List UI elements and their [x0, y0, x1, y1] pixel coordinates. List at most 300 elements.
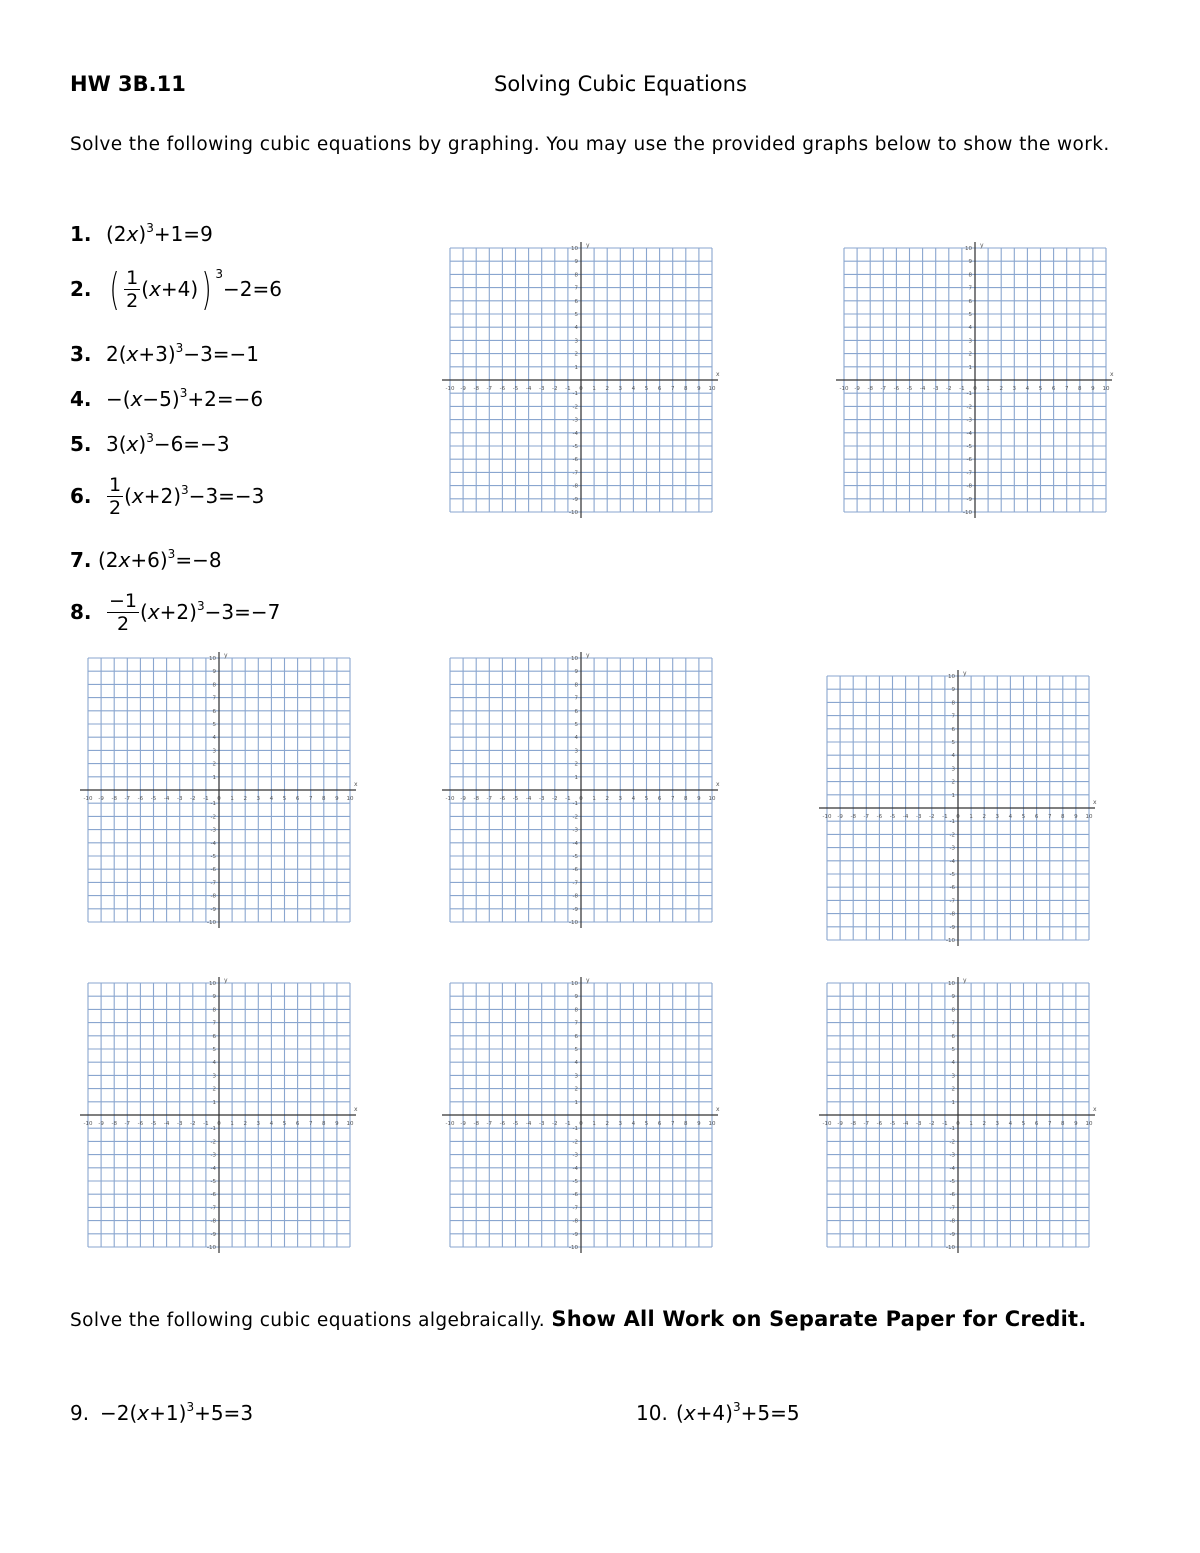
- x-tick-label: -10: [445, 1121, 455, 1127]
- problem-number: 6.: [70, 483, 92, 508]
- y-tick-label: 7: [212, 1020, 216, 1027]
- y-tick-label: -9: [210, 906, 216, 913]
- x-tick-label: -6: [893, 386, 900, 392]
- x-tick-label: 8: [322, 1121, 326, 1127]
- y-tick-label: 10: [571, 981, 578, 987]
- x-tick-label: -2: [929, 1121, 935, 1127]
- x-tick-label: -1: [203, 796, 209, 802]
- x-tick-label: 0: [217, 796, 221, 802]
- x-tick-label: 3: [256, 1121, 261, 1127]
- y-tick-label: 2: [574, 1086, 578, 1093]
- x-axis-label: x: [716, 1106, 720, 1113]
- y-tick-label: 5: [212, 722, 216, 728]
- y-tick-label: 10: [948, 981, 955, 987]
- x-tick-label: 9: [335, 1121, 339, 1127]
- problem-number: 7.: [70, 548, 92, 572]
- y-tick-label: 4: [951, 1060, 955, 1067]
- x-tick-label: 0: [956, 814, 960, 820]
- y-tick-label: 7: [968, 285, 972, 292]
- coordinate-grid-4[interactable]: [440, 650, 730, 930]
- x-axis-label: x: [716, 371, 720, 378]
- x-tick-label: -2: [190, 1121, 196, 1127]
- x-tick-label: 3: [618, 386, 623, 392]
- y-axis-label: y: [963, 977, 967, 984]
- y-tick-label: 7: [574, 695, 578, 702]
- y-tick-label: -10: [207, 920, 216, 926]
- y-tick-label: 9: [968, 259, 972, 266]
- coordinate-grid-8[interactable]: [817, 975, 1107, 1255]
- x-tick-label: 5: [1021, 814, 1026, 820]
- x-tick-label: 9: [697, 386, 701, 392]
- y-tick-label: 4: [212, 1060, 216, 1067]
- x-tick-label: -8: [473, 1121, 479, 1127]
- x-tick-label: 5: [644, 1121, 649, 1127]
- y-tick-label: -8: [949, 1218, 955, 1225]
- y-tick-label: 1: [574, 1099, 578, 1106]
- problem-8: [70, 592, 280, 634]
- y-tick-label: -7: [572, 1205, 578, 1212]
- y-tick-label: 7: [951, 713, 955, 720]
- y-tick-label: -7: [572, 880, 578, 887]
- y-tick-label: -10: [569, 510, 578, 516]
- y-tick-label: -6: [966, 457, 972, 464]
- x-tick-label: -5: [150, 1121, 157, 1127]
- x-tick-label: 4: [269, 1121, 274, 1127]
- y-tick-label: 9: [212, 994, 216, 1001]
- x-tick-label: -5: [906, 386, 913, 392]
- x-tick-label: 6: [1034, 1121, 1039, 1127]
- x-tick-label: 6: [657, 386, 662, 392]
- y-tick-label: 2: [951, 779, 955, 786]
- x-tick-label: 8: [1061, 814, 1065, 820]
- x-axis-label: x: [1093, 799, 1097, 806]
- problem-1: [70, 222, 213, 246]
- x-tick-label: 1: [986, 386, 990, 392]
- y-tick-label: 3: [212, 748, 216, 755]
- y-tick-label: 8: [968, 272, 972, 279]
- x-tick-label: 6: [1051, 386, 1056, 392]
- x-tick-label: -3: [538, 386, 545, 392]
- x-tick-label: 8: [684, 386, 688, 392]
- y-tick-label: -2: [572, 404, 578, 411]
- x-tick-label: 4: [631, 796, 636, 802]
- y-tick-label: -7: [572, 470, 578, 477]
- x-tick-label: 1: [230, 1121, 234, 1127]
- y-tick-label: -3: [210, 1152, 216, 1159]
- x-tick-label: -2: [552, 1121, 558, 1127]
- coordinate-grid-5[interactable]: [817, 668, 1107, 948]
- x-tick-label: -7: [124, 796, 131, 802]
- y-tick-label: -2: [949, 1139, 955, 1146]
- x-tick-label: 9: [697, 796, 701, 802]
- x-tick-label: 0: [579, 796, 583, 802]
- x-tick-label: 5: [282, 796, 287, 802]
- x-tick-label: -3: [538, 1121, 545, 1127]
- y-tick-label: -4: [949, 1165, 955, 1172]
- y-tick-label: 1: [212, 1099, 216, 1106]
- x-tick-label: 2: [605, 386, 609, 392]
- y-tick-label: 1: [212, 774, 216, 781]
- y-tick-label: 1: [951, 792, 955, 799]
- x-tick-label: 8: [1078, 386, 1082, 392]
- y-tick-label: -8: [949, 911, 955, 918]
- y-tick-label: 2: [574, 351, 578, 358]
- equation: $\frac{-1}{2}$ $(x+2)^3-3=-7$: [109, 590, 281, 635]
- coordinate-grid-1[interactable]: [440, 240, 730, 520]
- y-tick-label: 5: [574, 722, 578, 728]
- y-tick-label: 3: [951, 766, 955, 773]
- x-tick-label: -10: [839, 386, 849, 392]
- x-tick-label: -3: [915, 1121, 922, 1127]
- x-tick-label: -5: [512, 1121, 519, 1127]
- problem-5: [70, 432, 230, 456]
- homework-code: HW 3B.11: [70, 72, 186, 96]
- x-tick-label: -6: [137, 1121, 144, 1127]
- x-tick-label: -8: [473, 386, 479, 392]
- y-tick-label: 2: [968, 351, 972, 358]
- x-tick-label: 7: [308, 796, 313, 802]
- x-tick-label: -8: [473, 796, 479, 802]
- y-tick-label: -2: [210, 1139, 216, 1146]
- algebra-instructions: Solve the following cubic equations algebraically. Show All Work on Separate Paper for Credit.: [70, 1307, 1087, 1331]
- y-tick-label: 6: [212, 708, 216, 715]
- y-tick-label: 3: [951, 1073, 955, 1080]
- x-tick-label: 2: [982, 814, 986, 820]
- x-tick-label: 0: [579, 1121, 583, 1127]
- x-tick-label: -4: [525, 386, 532, 392]
- x-tick-label: -8: [867, 386, 873, 392]
- x-tick-label: -7: [880, 386, 887, 392]
- y-tick-label: -3: [966, 417, 972, 424]
- y-tick-label: -1: [572, 1126, 578, 1133]
- y-tick-label: -2: [572, 814, 578, 821]
- equation: $2(x+3)^3-3=-1$: [106, 341, 260, 366]
- problem-number: 9.: [70, 1401, 90, 1425]
- x-tick-label: 1: [230, 796, 234, 802]
- y-axis-label: y: [963, 670, 967, 677]
- y-tick-label: 5: [212, 1047, 216, 1053]
- x-tick-label: -5: [889, 814, 896, 820]
- x-tick-label: 7: [1064, 386, 1069, 392]
- x-tick-label: 10: [346, 1121, 354, 1127]
- x-tick-label: 2: [605, 1121, 609, 1127]
- x-tick-label: -2: [552, 386, 558, 392]
- y-tick-label: 9: [574, 994, 578, 1001]
- y-tick-label: -10: [569, 1245, 578, 1251]
- y-tick-label: 9: [212, 669, 216, 676]
- y-tick-label: -6: [572, 1192, 578, 1199]
- y-tick-label: -5: [210, 854, 216, 860]
- problem-number: 1.: [70, 222, 92, 246]
- x-tick-label: 6: [295, 1121, 300, 1127]
- x-tick-label: 3: [256, 796, 261, 802]
- y-tick-label: -3: [949, 1152, 955, 1159]
- worksheet-title: Solving Cubic Equations: [494, 72, 747, 96]
- y-tick-label: 9: [951, 994, 955, 1001]
- x-tick-label: 9: [1091, 386, 1095, 392]
- y-tick-label: 7: [212, 695, 216, 702]
- y-tick-label: 10: [571, 246, 578, 252]
- x-tick-label: 9: [1074, 1121, 1078, 1127]
- x-tick-label: 2: [243, 796, 247, 802]
- y-tick-label: 6: [212, 1033, 216, 1040]
- x-tick-label: 3: [995, 1121, 1000, 1127]
- problem-number: 3.: [70, 342, 92, 366]
- y-axis-label: y: [224, 977, 228, 984]
- x-tick-label: 10: [346, 796, 354, 802]
- problem-number: 8.: [70, 599, 92, 624]
- y-tick-label: 2: [212, 761, 216, 768]
- x-tick-label: -8: [850, 814, 856, 820]
- x-tick-label: -4: [902, 814, 909, 820]
- y-tick-label: -2: [966, 404, 972, 411]
- x-tick-label: -4: [902, 1121, 909, 1127]
- y-tick-label: -8: [572, 893, 578, 900]
- x-tick-label: 2: [243, 1121, 247, 1127]
- x-tick-label: -2: [190, 796, 196, 802]
- y-tick-label: 8: [574, 272, 578, 279]
- y-tick-label: -9: [572, 496, 578, 503]
- x-tick-label: -1: [203, 1121, 209, 1127]
- coordinate-grid-7[interactable]: [440, 975, 730, 1255]
- x-axis-label: x: [1110, 371, 1114, 378]
- y-tick-label: -5: [572, 1179, 578, 1185]
- graphing-instructions: Solve the following cubic equations by graphing. You may use the provided graphs below to show the work.: [70, 134, 1110, 155]
- x-tick-label: -2: [946, 386, 952, 392]
- y-tick-label: 1: [951, 1099, 955, 1106]
- y-tick-label: -7: [210, 880, 216, 887]
- y-tick-label: -7: [949, 898, 955, 905]
- x-tick-label: 9: [335, 796, 339, 802]
- bold-instruction: Show All Work on Separate Paper for Credit.: [551, 1307, 1087, 1331]
- y-tick-label: 2: [574, 761, 578, 768]
- x-tick-label: 4: [631, 386, 636, 392]
- y-tick-label: 5: [968, 312, 972, 318]
- x-axis-label: x: [716, 781, 720, 788]
- coordinate-grid-3[interactable]: [78, 650, 368, 930]
- y-tick-label: 9: [574, 259, 578, 266]
- y-tick-label: -9: [966, 496, 972, 503]
- x-tick-label: 5: [282, 1121, 287, 1127]
- y-tick-label: 6: [574, 298, 578, 305]
- equation: $-(x-5)^3+2=-6$: [106, 386, 264, 411]
- y-tick-label: -8: [572, 1218, 578, 1225]
- y-tick-label: 4: [574, 325, 578, 332]
- y-tick-label: -9: [572, 1231, 578, 1238]
- y-tick-label: 5: [951, 1047, 955, 1053]
- y-tick-label: 6: [968, 298, 972, 305]
- y-tick-label: 3: [212, 1073, 216, 1080]
- y-tick-label: 8: [574, 682, 578, 689]
- problem-number: 4.: [70, 387, 92, 411]
- x-tick-label: 2: [982, 1121, 986, 1127]
- equation: $(x+4)^3+5=5$: [676, 1400, 800, 1425]
- x-tick-label: -6: [499, 386, 506, 392]
- x-tick-label: -7: [863, 814, 870, 820]
- x-tick-label: -1: [942, 1121, 948, 1127]
- x-tick-label: -3: [538, 796, 545, 802]
- problem-10: [636, 1401, 800, 1425]
- y-tick-label: -2: [210, 814, 216, 821]
- y-axis-label: y: [980, 242, 984, 249]
- x-tick-label: 1: [969, 814, 973, 820]
- problem-number: 5.: [70, 432, 92, 456]
- y-tick-label: -1: [572, 391, 578, 398]
- x-tick-label: 7: [1047, 1121, 1052, 1127]
- y-tick-label: -10: [569, 920, 578, 926]
- y-tick-label: 3: [574, 748, 578, 755]
- x-tick-label: 5: [1038, 386, 1043, 392]
- x-tick-label: -10: [445, 386, 455, 392]
- y-tick-label: 4: [574, 735, 578, 742]
- y-tick-label: 3: [574, 1073, 578, 1080]
- y-tick-label: -6: [210, 1192, 216, 1199]
- x-tick-label: 4: [631, 1121, 636, 1127]
- coordinate-grid-6[interactable]: [78, 975, 368, 1255]
- x-tick-label: 8: [322, 796, 326, 802]
- problem-3: [70, 342, 259, 366]
- x-tick-label: -1: [942, 814, 948, 820]
- y-tick-label: -4: [210, 840, 216, 847]
- x-tick-label: 3: [995, 814, 1000, 820]
- x-tick-label: 1: [592, 386, 596, 392]
- x-tick-label: -3: [932, 386, 939, 392]
- y-tick-label: 7: [574, 1020, 578, 1027]
- y-tick-label: -7: [210, 1205, 216, 1212]
- x-tick-label: 4: [1025, 386, 1030, 392]
- equation: ( $\frac{1}{2}$ (x+4)) $^3$−2=6: [109, 264, 282, 315]
- x-tick-label: 8: [684, 1121, 688, 1127]
- x-tick-label: -10: [822, 814, 832, 820]
- x-tick-label: -9: [460, 1121, 466, 1127]
- x-tick-label: 7: [670, 796, 675, 802]
- problem-7: [70, 548, 222, 572]
- x-tick-label: 6: [657, 796, 662, 802]
- x-tick-label: 3: [618, 1121, 623, 1127]
- x-tick-label: -9: [460, 796, 466, 802]
- y-tick-label: -1: [210, 801, 216, 808]
- y-tick-label: 4: [968, 325, 972, 332]
- y-tick-label: -2: [949, 832, 955, 839]
- y-axis-label: y: [224, 652, 228, 659]
- x-tick-label: 1: [592, 1121, 596, 1127]
- x-tick-label: -6: [137, 796, 144, 802]
- x-tick-label: 2: [605, 796, 609, 802]
- y-tick-label: 3: [574, 338, 578, 345]
- y-tick-label: -3: [949, 845, 955, 852]
- x-tick-label: -3: [176, 1121, 183, 1127]
- x-tick-label: -4: [525, 796, 532, 802]
- y-tick-label: -1: [949, 819, 955, 826]
- y-tick-label: 6: [951, 726, 955, 733]
- y-tick-label: -8: [966, 483, 972, 490]
- x-tick-label: -10: [83, 1121, 93, 1127]
- equation: $\frac{1}{2}$ $(x+2)^3-3=-3$: [109, 474, 265, 519]
- x-tick-label: 7: [670, 386, 675, 392]
- y-tick-label: -8: [210, 1218, 216, 1225]
- y-tick-label: 2: [951, 1086, 955, 1093]
- x-tick-label: -7: [124, 1121, 131, 1127]
- y-tick-label: -10: [207, 1245, 216, 1251]
- y-tick-label: -4: [572, 430, 578, 437]
- y-tick-label: -3: [210, 827, 216, 834]
- x-tick-label: -2: [552, 796, 558, 802]
- coordinate-grid-2[interactable]: [834, 240, 1124, 520]
- y-tick-label: -3: [572, 827, 578, 834]
- y-tick-label: -1: [572, 801, 578, 808]
- y-tick-label: 4: [574, 1060, 578, 1067]
- y-tick-label: -4: [572, 1165, 578, 1172]
- equation: $3(x)^3-6=-3$: [106, 431, 230, 456]
- x-tick-label: 4: [269, 796, 274, 802]
- y-tick-label: 9: [574, 669, 578, 676]
- y-tick-label: 6: [951, 1033, 955, 1040]
- y-tick-label: -9: [210, 1231, 216, 1238]
- x-tick-label: -3: [915, 814, 922, 820]
- x-tick-label: 7: [308, 1121, 313, 1127]
- y-tick-label: -8: [210, 893, 216, 900]
- y-tick-label: -7: [949, 1205, 955, 1212]
- x-tick-label: 10: [708, 1121, 716, 1127]
- y-tick-label: -3: [572, 1152, 578, 1159]
- x-tick-label: -7: [486, 796, 493, 802]
- y-tick-label: 10: [209, 981, 216, 987]
- y-tick-label: -1: [949, 1126, 955, 1133]
- y-tick-label: 5: [951, 740, 955, 746]
- y-tick-label: -9: [572, 906, 578, 913]
- y-tick-label: 5: [574, 1047, 578, 1053]
- x-tick-label: -4: [163, 1121, 170, 1127]
- y-tick-label: -10: [963, 510, 972, 516]
- problem-2: [70, 264, 282, 315]
- x-tick-label: 0: [579, 386, 583, 392]
- x-tick-label: -1: [565, 796, 571, 802]
- x-tick-label: 10: [1085, 814, 1093, 820]
- y-tick-label: -5: [572, 854, 578, 860]
- x-tick-label: -8: [111, 796, 117, 802]
- y-tick-label: 7: [951, 1020, 955, 1027]
- y-tick-label: -6: [949, 885, 955, 892]
- y-tick-label: 1: [968, 364, 972, 371]
- x-tick-label: 10: [708, 386, 716, 392]
- x-tick-label: -6: [499, 796, 506, 802]
- y-tick-label: 6: [574, 708, 578, 715]
- y-tick-label: -5: [949, 1179, 955, 1185]
- x-tick-label: -1: [565, 1121, 571, 1127]
- equation: $-2(x+1)^3+5=3$: [100, 1400, 254, 1425]
- problem-number: 10.: [636, 1401, 668, 1425]
- equation: $(2x)^3+1=9$: [106, 221, 213, 246]
- x-tick-label: -9: [837, 814, 843, 820]
- x-tick-label: 3: [1012, 386, 1017, 392]
- y-tick-label: 10: [571, 656, 578, 662]
- x-tick-label: 7: [670, 1121, 675, 1127]
- x-tick-label: -7: [863, 1121, 870, 1127]
- x-tick-label: -5: [512, 796, 519, 802]
- y-tick-label: 8: [212, 682, 216, 689]
- x-tick-label: 5: [644, 386, 649, 392]
- equation: $(2x+6)^3=-8$: [98, 547, 222, 572]
- x-tick-label: 0: [956, 1121, 960, 1127]
- y-tick-label: 3: [968, 338, 972, 345]
- y-tick-label: -2: [572, 1139, 578, 1146]
- x-tick-label: -3: [176, 796, 183, 802]
- y-tick-label: 6: [574, 1033, 578, 1040]
- y-tick-label: -10: [946, 1245, 955, 1251]
- x-tick-label: 8: [684, 796, 688, 802]
- problem-9: [70, 1401, 253, 1425]
- problem-number: 2.: [70, 276, 92, 301]
